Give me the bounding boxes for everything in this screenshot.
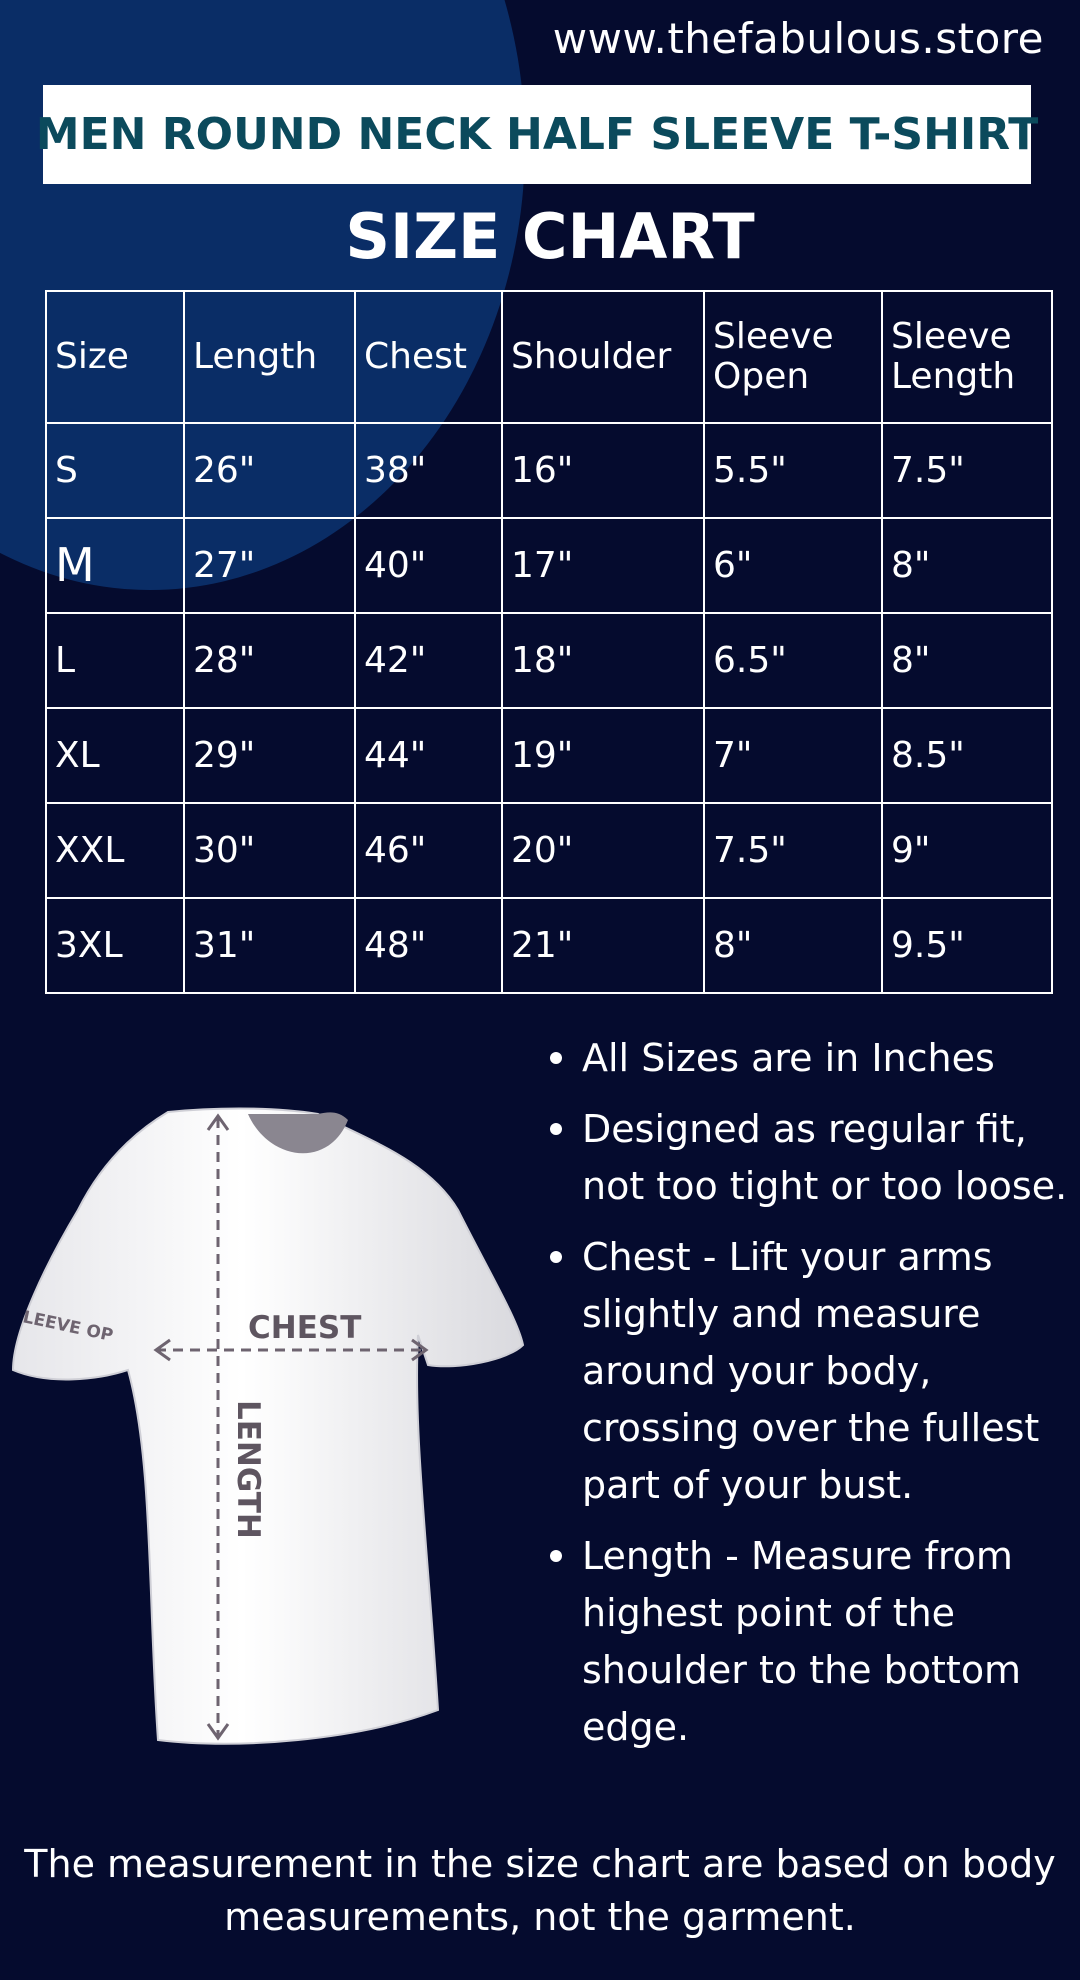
table-cell: 6" (704, 518, 882, 613)
table-cell: 8.5" (882, 708, 1052, 803)
table-cell: XXL (46, 803, 184, 898)
tshirt-body (13, 1109, 523, 1744)
table-cell: 20" (502, 803, 704, 898)
table-cell: 28" (184, 613, 355, 708)
table-row (46, 518, 1052, 613)
table-cell: 9" (882, 803, 1052, 898)
table-cell: 5.5" (704, 423, 882, 518)
table-header-row (46, 291, 1052, 423)
table-cell: 40" (355, 518, 502, 613)
size-chart-heading: SIZE CHART (345, 200, 755, 273)
table-cell: 18" (502, 613, 704, 708)
table-cell: S (46, 423, 184, 518)
note-item: All Sizes are in Inches (540, 1030, 1070, 1087)
table-cell: 7.5" (704, 803, 882, 898)
table-row (46, 423, 1052, 518)
table-cell: 19" (502, 708, 704, 803)
table-cell: M (46, 518, 184, 613)
header-cell: Length (184, 291, 355, 423)
table-row (46, 613, 1052, 708)
product-title-box (35, 85, 1039, 184)
product-title: MEN ROUND NECK HALF SLEEVE T-SHIRT (35, 109, 1039, 160)
chest-label: CHEST (248, 1310, 362, 1346)
sleeve-open-label: LEEVE OP (20, 1307, 115, 1346)
table-cell: 48" (355, 898, 502, 993)
table-cell: 9.5" (882, 898, 1052, 993)
header-cell: Shoulder (502, 291, 704, 423)
site-url: www.thefabulous.store (552, 14, 1044, 63)
table-cell: 46" (355, 803, 502, 898)
table-cell: 8" (704, 898, 882, 993)
table-cell: 26" (184, 423, 355, 518)
table-cell: 3XL (46, 898, 184, 993)
table-cell: 30" (184, 803, 355, 898)
footer-note: The measurement in the size chart are based on body measurements, not the garment. (24, 1842, 1056, 1939)
table-cell: 42" (355, 613, 502, 708)
table-cell: 38" (355, 423, 502, 518)
table-cell: 21" (502, 898, 704, 993)
header-cell: Chest (355, 291, 502, 423)
table-cell: 31" (184, 898, 355, 993)
table-cell: 27" (184, 518, 355, 613)
notes-list (540, 1030, 1070, 1770)
length-label: LENGTH (230, 1400, 266, 1539)
note-item: Length - Measure from highest point of the shoulder to the bottom edge. (540, 1528, 1070, 1756)
table-row (46, 803, 1052, 898)
table-cell: 8" (882, 613, 1052, 708)
table-cell: 44" (355, 708, 502, 803)
tshirt-illustration (8, 1100, 528, 1750)
size-table (45, 290, 1053, 994)
note-item: Chest - Lift your arms slightly and measure around your body, crossing over the fullest part of your bust. (540, 1229, 1070, 1514)
table-cell: 6.5" (704, 613, 882, 708)
table-row (46, 708, 1052, 803)
header-cell: Size (46, 291, 184, 423)
table-cell: 7.5" (882, 423, 1052, 518)
header-cell: Sleeve Length (882, 291, 1052, 423)
note-item: Designed as regular fit, not too tight or too loose. (540, 1101, 1070, 1215)
table-cell: 7" (704, 708, 882, 803)
table-cell: XL (46, 708, 184, 803)
table-cell: 29" (184, 708, 355, 803)
header-cell: Sleeve Open (704, 291, 882, 423)
table-row (46, 898, 1052, 993)
table-cell: L (46, 613, 184, 708)
table-cell: 17" (502, 518, 704, 613)
table-cell: 16" (502, 423, 704, 518)
table-cell: 8" (882, 518, 1052, 613)
